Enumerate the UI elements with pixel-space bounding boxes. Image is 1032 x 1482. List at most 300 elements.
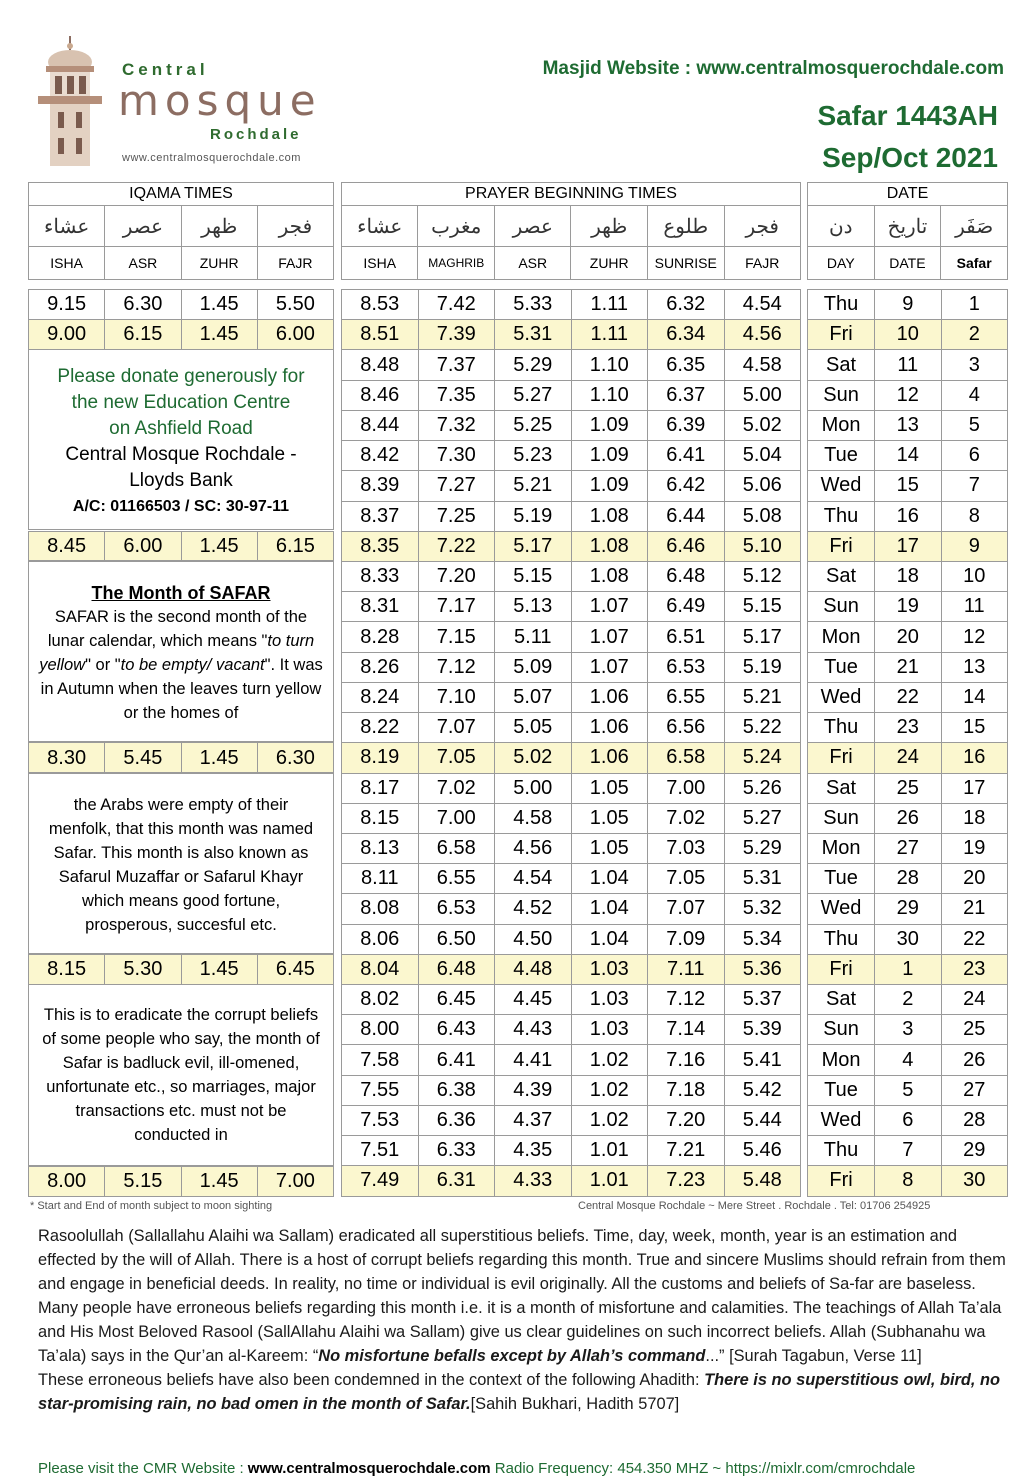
cell-zuhr: 1.10 (571, 380, 648, 410)
prayer-row (342, 501, 801, 531)
prayer-row (342, 864, 801, 894)
cell-fajr: 5.04 (724, 441, 801, 471)
cell-zuhr: 1.03 (571, 1015, 648, 1045)
cell-zuhr: 1.02 (571, 1105, 648, 1135)
cell-date: 5 (875, 1075, 941, 1105)
cell-safar-day: 11 (941, 592, 1007, 622)
prayer-row (342, 1105, 801, 1135)
cell-asr: 5.25 (495, 410, 572, 440)
cell-zuhr: 1.02 (571, 1075, 648, 1105)
cell-sunrise: 7.02 (648, 803, 725, 833)
cell-safar-day: 7 (941, 471, 1007, 501)
iqama-row (28, 319, 334, 350)
cell-fajr: 5.02 (724, 410, 801, 440)
cell-maghrib: 6.50 (418, 924, 495, 954)
date-table (807, 182, 1008, 280)
cell-isha: 8.31 (342, 592, 419, 622)
prayer-row (342, 1075, 801, 1105)
safar-info-box-2 (28, 772, 334, 954)
cell-safar-day: 21 (941, 894, 1007, 924)
cell-zuhr: 1.01 (571, 1136, 648, 1166)
cell-maghrib: 7.10 (418, 682, 495, 712)
cell-safar-day: 23 (941, 954, 1007, 984)
cell-safar-day: 29 (941, 1136, 1007, 1166)
cell-maghrib: 7.05 (418, 743, 495, 773)
cell-fajr: 5.34 (724, 924, 801, 954)
date-title: DATE (808, 183, 1008, 206)
cell-zuhr: 1.07 (571, 592, 648, 622)
cell-sunrise: 6.55 (648, 682, 725, 712)
ar-fajr: فجر (724, 206, 801, 247)
prayer-row (342, 713, 801, 743)
cell-day: Mon (808, 622, 875, 652)
iqama-asr: 5.30 (105, 955, 181, 985)
ar-fajr: فجر (257, 206, 333, 247)
ar-sunrise: طلوع (647, 206, 724, 247)
donate-line3: on Ashfield Road (109, 418, 253, 439)
cell-isha: 8.35 (342, 531, 419, 561)
cell-maghrib: 7.42 (418, 290, 495, 320)
cell-fajr: 5.15 (724, 592, 801, 622)
cell-day: Sat (808, 350, 875, 380)
cell-zuhr: 1.11 (571, 290, 648, 320)
cell-isha: 7.58 (342, 1045, 419, 1075)
cell-fajr: 5.06 (724, 471, 801, 501)
date-row (808, 350, 1008, 380)
cell-sunrise: 7.20 (648, 1105, 725, 1135)
cell-date: 1 (875, 954, 941, 984)
cell-date: 27 (875, 833, 941, 863)
cell-day: Thu (808, 501, 875, 531)
mosque-address: Central Mosque Rochdale ~ Mere Street . Rochdale . Tel: 01706 254925 (578, 1200, 931, 1212)
cell-day: Tue (808, 652, 875, 682)
cell-safar-day: 10 (941, 561, 1007, 591)
ar-asr: عصر (495, 206, 571, 247)
iqama-fajr: 6.15 (257, 531, 333, 561)
cell-isha: 7.53 (342, 1105, 419, 1135)
cell-sunrise: 7.03 (648, 833, 725, 863)
cell-isha: 8.42 (342, 441, 419, 471)
cell-maghrib: 7.30 (418, 441, 495, 471)
cell-isha: 8.06 (342, 924, 419, 954)
cell-date: 21 (875, 652, 941, 682)
cell-maghrib: 7.12 (418, 652, 495, 682)
safar-info-box (28, 560, 334, 742)
col-zuhr: ZUHR (181, 247, 257, 280)
cell-asr: 4.54 (495, 864, 572, 894)
cell-date: 11 (875, 350, 941, 380)
cell-fajr: 5.39 (724, 1015, 801, 1045)
iqama-isha: 9.15 (29, 290, 105, 320)
cell-asr: 4.58 (495, 803, 572, 833)
iqama-asr: 6.00 (105, 531, 181, 561)
cell-asr: 5.21 (495, 471, 572, 501)
gregorian-month: Sep/Oct 2021 (822, 142, 998, 173)
cell-sunrise: 6.32 (648, 290, 725, 320)
cell-isha: 8.02 (342, 985, 419, 1015)
cell-isha: 8.39 (342, 471, 419, 501)
prayer-row (342, 622, 801, 652)
iqama-fajr: 6.00 (257, 320, 333, 350)
cell-zuhr: 1.09 (571, 441, 648, 471)
cell-zuhr: 1.04 (571, 924, 648, 954)
cell-zuhr: 1.01 (571, 1166, 648, 1196)
ar-date: تاريخ (874, 206, 941, 247)
date-row (808, 833, 1008, 863)
date-row (808, 803, 1008, 833)
footer-radio: Radio Frequency: 454.350 MHZ ~ https://mixlr.com/cmrochdale (490, 1460, 916, 1477)
cell-maghrib: 6.31 (418, 1166, 495, 1196)
donate-line5: Lloyds Bank (129, 470, 233, 491)
cell-safar-day: 3 (941, 350, 1007, 380)
date-row (808, 320, 1008, 350)
col-date: DATE (874, 247, 941, 280)
cell-sunrise: 6.51 (648, 622, 725, 652)
cell-asr: 5.17 (495, 531, 572, 561)
cell-maghrib: 6.33 (418, 1136, 495, 1166)
cell-date: 12 (875, 380, 941, 410)
cell-sunrise: 6.46 (648, 531, 725, 561)
cell-asr: 5.02 (495, 743, 572, 773)
cell-asr: 4.45 (495, 985, 572, 1015)
date-row (808, 471, 1008, 501)
cell-sunrise: 7.14 (648, 1015, 725, 1045)
cell-sunrise: 6.56 (648, 713, 725, 743)
iqama-row (28, 531, 334, 562)
cell-day: Wed (808, 894, 875, 924)
cell-isha: 8.33 (342, 561, 419, 591)
cell-date: 8 (875, 1166, 941, 1196)
cell-date: 4 (875, 1045, 941, 1075)
cell-day: Sat (808, 561, 875, 591)
cell-safar-day: 17 (941, 773, 1007, 803)
cell-zuhr: 1.10 (571, 350, 648, 380)
col-fajr: FAJR (724, 247, 801, 280)
cell-day: Tue (808, 441, 875, 471)
cell-asr: 4.50 (495, 924, 572, 954)
cell-asr: 5.19 (495, 501, 572, 531)
prayer-row (342, 290, 801, 320)
prayer-row (342, 320, 801, 350)
cell-asr: 5.07 (495, 682, 572, 712)
cell-date: 25 (875, 773, 941, 803)
cell-date: 3 (875, 1015, 941, 1045)
iqama-table (28, 182, 334, 280)
cell-isha: 8.00 (342, 1015, 419, 1045)
cell-sunrise: 6.41 (648, 441, 725, 471)
cell-fajr: 5.27 (724, 803, 801, 833)
cell-asr: 5.23 (495, 441, 572, 471)
iqama-isha: 8.45 (29, 531, 105, 561)
cell-date: 22 (875, 682, 941, 712)
cell-isha: 8.53 (342, 290, 419, 320)
date-row (808, 622, 1008, 652)
cell-asr: 5.00 (495, 773, 572, 803)
hijri-month: Safar 1443AH (817, 100, 998, 131)
cell-maghrib: 7.15 (418, 622, 495, 652)
cell-safar-day: 25 (941, 1015, 1007, 1045)
cell-zuhr: 1.05 (571, 803, 648, 833)
cell-maghrib: 6.48 (418, 954, 495, 984)
cell-safar-day: 19 (941, 833, 1007, 863)
col-safar: Safar (941, 247, 1008, 280)
cell-isha: 8.19 (342, 743, 419, 773)
prayer-row (342, 743, 801, 773)
cell-day: Mon (808, 410, 875, 440)
col-day: DAY (808, 247, 875, 280)
cell-asr: 4.56 (495, 833, 572, 863)
iqama-row (28, 289, 334, 320)
cell-asr: 5.05 (495, 713, 572, 743)
iqama-title: IQAMA TIMES (29, 183, 334, 206)
ar-isha: عشاء (29, 206, 105, 247)
cell-safar-day: 27 (941, 1075, 1007, 1105)
cell-sunrise: 6.49 (648, 592, 725, 622)
article-text (38, 1224, 1008, 1416)
cell-safar-day: 4 (941, 380, 1007, 410)
cell-sunrise: 7.16 (648, 1045, 725, 1075)
cell-day: Fri (808, 320, 875, 350)
para-1: Rasoolullah (Sallallahu Alaihi wa Sallam) eradicated all superstitious beliefs. Time, day, week, month, year is an estimation and effected by the will of Allah. There is a host of corrupt beliefs regarding this month. True and sincere Muslims should refrain from them and engage in beneficial deeds. In reality, no time or individual is evil originally. All the customs and beliefs of Sa-far are baseless. Many people have erroneous beliefs regarding this month i.e. it is a month of misfortune and calamities. The teachings of Allah Ta’ala and His Most Beloved Rasool (SallAllahu Alaihi wa Sallam) give us clear guidelines on such incorrect beliefs. Allah (Subhanahu wa Ta’ala) says in the Qur’an al-Kareem: “ (38, 1227, 1006, 1365)
col-asr: ASR (105, 247, 181, 280)
cell-date: 9 (875, 290, 941, 320)
website-link[interactable]: Masjid Website : www.centralmosquerochdale.com (542, 58, 1004, 79)
cell-date: 30 (875, 924, 941, 954)
date-row (808, 561, 1008, 591)
cell-maghrib: 7.37 (418, 350, 495, 380)
prayer-row (342, 833, 801, 863)
box3-text: the Arabs were empty of their menfolk, that this month was named Safar. This month is also known as Safarul Muzaffar or Safarul Khayr which means good fortune, prosperous, succesful etc. (48, 796, 314, 934)
cell-safar-day: 18 (941, 803, 1007, 833)
iqama-zuhr: 1.45 (181, 320, 257, 350)
iqama-zuhr: 1.45 (181, 531, 257, 561)
cell-day: Wed (808, 1105, 875, 1135)
date-rows (807, 289, 1008, 1197)
prayer-row (342, 441, 801, 471)
cell-date: 7 (875, 1136, 941, 1166)
cell-safar-day: 20 (941, 864, 1007, 894)
prayer-title: PRAYER BEGINNING TIMES (342, 183, 801, 206)
date-row (808, 864, 1008, 894)
cell-zuhr: 1.05 (571, 773, 648, 803)
iqama-row (28, 1166, 334, 1197)
cell-zuhr: 1.08 (571, 531, 648, 561)
cell-day: Sun (808, 380, 875, 410)
iqama-isha: 8.15 (29, 955, 105, 985)
cell-maghrib: 6.58 (418, 833, 495, 863)
cell-fajr: 5.21 (724, 682, 801, 712)
safar-title: The Month of SAFAR (91, 583, 271, 603)
date-row (808, 410, 1008, 440)
cell-safar-day: 1 (941, 290, 1007, 320)
prayer-row (342, 380, 801, 410)
cell-safar-day: 16 (941, 743, 1007, 773)
date-row (808, 1015, 1008, 1045)
cell-date: 19 (875, 592, 941, 622)
cell-asr: 4.48 (495, 954, 572, 984)
cell-date: 17 (875, 531, 941, 561)
prayer-row (342, 531, 801, 561)
cell-sunrise: 6.42 (648, 471, 725, 501)
cell-fajr: 5.31 (724, 864, 801, 894)
cell-isha: 8.22 (342, 713, 419, 743)
prayer-row (342, 803, 801, 833)
cell-fajr: 5.46 (724, 1136, 801, 1166)
cell-fajr: 4.54 (724, 290, 801, 320)
cell-sunrise: 6.37 (648, 380, 725, 410)
cell-sunrise: 6.34 (648, 320, 725, 350)
iqama-zuhr: 1.45 (181, 743, 257, 773)
prayer-rows (341, 289, 801, 1197)
cell-safar-day: 13 (941, 652, 1007, 682)
prayer-table (341, 182, 801, 280)
cell-isha: 8.28 (342, 622, 419, 652)
cell-day: Sat (808, 985, 875, 1015)
cell-isha: 8.08 (342, 894, 419, 924)
cell-fajr: 5.48 (724, 1166, 801, 1196)
cell-isha: 8.04 (342, 954, 419, 984)
cell-sunrise: 7.00 (648, 773, 725, 803)
date-row (808, 1045, 1008, 1075)
cell-sunrise: 7.18 (648, 1075, 725, 1105)
cell-maghrib: 7.27 (418, 471, 495, 501)
col-asr: ASR (495, 247, 571, 280)
logo-url: www.centralmosquerochdale.com (122, 152, 301, 164)
box4-text: This is to eradicate the corrupt beliefs of some people who say, the month of Safar is badluck evil, ill-omened, unfortunate etc., so marriages, major transactions etc. must not be conducted in (42, 1006, 320, 1144)
cell-asr: 5.11 (495, 622, 572, 652)
cell-date: 15 (875, 471, 941, 501)
cell-date: 10 (875, 320, 941, 350)
cell-fajr: 5.32 (724, 894, 801, 924)
cell-safar-day: 5 (941, 410, 1007, 440)
cell-day: Fri (808, 531, 875, 561)
para-2-quote: There is no superstitious owl, bird, no star-promising rain, no bad omen in the month of Safar. (38, 1371, 1001, 1413)
cell-asr: 4.35 (495, 1136, 572, 1166)
cell-sunrise: 6.39 (648, 410, 725, 440)
logo-rochdale: Rochdale (210, 126, 302, 143)
cell-zuhr: 1.06 (571, 682, 648, 712)
cell-safar-day: 12 (941, 622, 1007, 652)
cell-day: Fri (808, 1166, 875, 1196)
cell-safar-day: 28 (941, 1105, 1007, 1135)
cell-fajr: 5.26 (724, 773, 801, 803)
cell-asr: 4.52 (495, 894, 572, 924)
cell-date: 20 (875, 622, 941, 652)
safar-text-1: SAFAR is the second month of the lunar calendar, which means " (47, 608, 308, 650)
date-row (808, 592, 1008, 622)
cell-date: 18 (875, 561, 941, 591)
cell-day: Mon (808, 833, 875, 863)
cell-asr: 4.37 (495, 1105, 572, 1135)
cell-safar-day: 26 (941, 1045, 1007, 1075)
date-row (808, 501, 1008, 531)
safar-em-1: to turn yellow (39, 632, 315, 674)
iqama-row (28, 742, 334, 773)
ar-zuhr: ظهر (181, 206, 257, 247)
cell-isha: 8.44 (342, 410, 419, 440)
prayer-row (342, 985, 801, 1015)
cell-sunrise: 7.23 (648, 1166, 725, 1196)
iqama-fajr: 6.45 (257, 955, 333, 985)
cell-isha: 8.51 (342, 320, 419, 350)
para-1-quote: No misfortune befalls except by Allah’s command (318, 1347, 706, 1365)
cell-zuhr: 1.02 (571, 1045, 648, 1075)
date-row (808, 924, 1008, 954)
col-fajr: FAJR (257, 247, 333, 280)
cell-maghrib: 6.38 (418, 1075, 495, 1105)
ar-safar: صَفَر (941, 206, 1008, 247)
cell-asr: 4.33 (495, 1166, 572, 1196)
donate-line4: Central Mosque Rochdale - (65, 444, 297, 465)
cell-date: 28 (875, 864, 941, 894)
iqama-zuhr: 1.45 (181, 955, 257, 985)
date-row (808, 290, 1008, 320)
moon-sighting-note: * Start and End of month subject to moon sighting (30, 1200, 273, 1212)
cell-zuhr: 1.07 (571, 652, 648, 682)
iqama-asr: 5.15 (105, 1166, 181, 1196)
footer (38, 1460, 915, 1477)
donate-line1: Please donate generously for (57, 366, 305, 387)
cell-asr: 5.31 (495, 320, 572, 350)
cell-day: Wed (808, 471, 875, 501)
footer-website[interactable]: www.centralmosquerochdale.com (247, 1460, 491, 1477)
iqama-isha: 8.00 (29, 1166, 105, 1196)
cell-safar-day: 15 (941, 713, 1007, 743)
cell-fajr: 5.22 (724, 713, 801, 743)
logo-mosque: mosque (118, 76, 322, 125)
cell-safar-day: 2 (941, 320, 1007, 350)
cell-fajr: 5.37 (724, 985, 801, 1015)
cell-date: 26 (875, 803, 941, 833)
cell-isha: 8.24 (342, 682, 419, 712)
cell-maghrib: 7.25 (418, 501, 495, 531)
date-row (808, 1166, 1008, 1196)
ar-day: دن (808, 206, 875, 247)
cell-sunrise: 6.58 (648, 743, 725, 773)
cell-day: Sat (808, 773, 875, 803)
cell-day: Thu (808, 1136, 875, 1166)
cell-asr: 5.27 (495, 380, 572, 410)
para-2: These erroneous beliefs have also been condemned in the context of the following Ahadith: (38, 1371, 705, 1389)
cell-maghrib: 6.36 (418, 1105, 495, 1135)
iqama-row (28, 954, 334, 985)
cell-sunrise: 6.53 (648, 652, 725, 682)
cell-day: Tue (808, 864, 875, 894)
para-2-ref: [Sahih Bukhari, Hadith 5707] (470, 1395, 680, 1413)
cell-sunrise: 7.12 (648, 985, 725, 1015)
prayer-row (342, 1015, 801, 1045)
cell-maghrib: 7.00 (418, 803, 495, 833)
date-row (808, 1136, 1008, 1166)
cell-maghrib: 6.55 (418, 864, 495, 894)
mosque-minaret-logo (30, 36, 120, 171)
cell-day: Fri (808, 954, 875, 984)
date-row (808, 682, 1008, 712)
cell-asr: 5.15 (495, 561, 572, 591)
cell-maghrib: 7.02 (418, 773, 495, 803)
date-row (808, 985, 1008, 1015)
ar-isha: عشاء (342, 206, 418, 247)
cell-maghrib: 7.17 (418, 592, 495, 622)
cell-sunrise: 7.07 (648, 894, 725, 924)
cell-day: Tue (808, 1075, 875, 1105)
cell-sunrise: 7.09 (648, 924, 725, 954)
cell-maghrib: 7.35 (418, 380, 495, 410)
cell-day: Wed (808, 682, 875, 712)
donate-box (28, 349, 334, 530)
date-row (808, 441, 1008, 471)
cell-sunrise: 7.11 (648, 954, 725, 984)
